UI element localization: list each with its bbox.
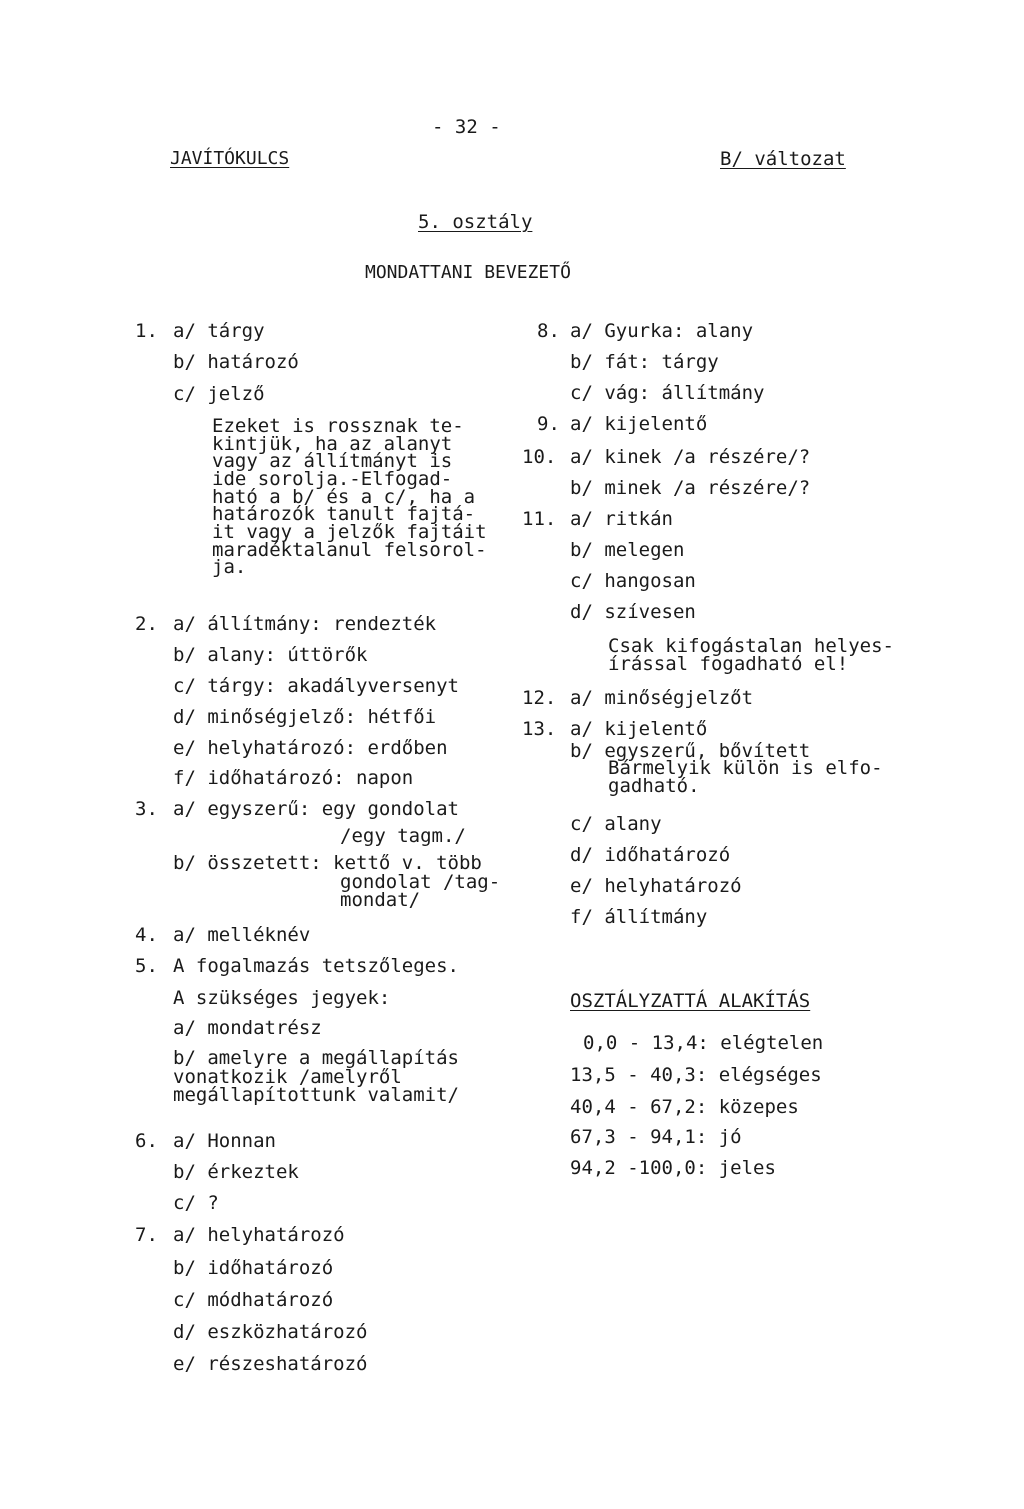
answer-line: a/ Honnan [173, 1130, 276, 1152]
grading-title: OSZTÁLYZATTÁ ALAKÍTÁS [570, 990, 811, 1012]
grading-row: 40,4 - 67,2: közepes [570, 1096, 799, 1118]
answer-line: c/ ? [173, 1192, 219, 1214]
answer-line: b/ egyszerű, bővített [570, 740, 811, 762]
answer-line: A fogalmazás tetszőleges. [173, 955, 459, 977]
answer-line: d/ eszközhatározó [173, 1321, 368, 1343]
answer-line: a/ kijelentő [570, 718, 708, 740]
answer-line: b/ érkeztek [173, 1161, 299, 1183]
page-number: - 32 - [432, 116, 501, 138]
grading-row: 0,0 - 13,4: elégtelen [583, 1032, 824, 1054]
question-number: 12. [522, 687, 557, 709]
question-number: 5. [135, 955, 158, 977]
scoring-note: Bármelyik külön is elfo- gadható. [608, 757, 883, 797]
answer-line: e/ helyhatározó [570, 875, 742, 897]
answer-continuation: gondolat /tag- mondat/ [340, 871, 501, 911]
answer-line: c/ vág: állítmány [570, 382, 765, 404]
scoring-note: Csak kifogástalan helyes- írással fogadható el! [608, 635, 894, 675]
answer-line: f/ állítmány [570, 906, 708, 928]
question-number: 10. [522, 446, 557, 468]
question-number: 4. [135, 924, 158, 946]
answer-line: d/ időhatározó [570, 844, 731, 866]
answer-line: d/ szívesen [570, 601, 696, 623]
answer-line: a/ melléknév [173, 924, 311, 946]
answer-line: a/ tárgy [173, 320, 265, 342]
answer-line: a/ Gyurka: alany [570, 320, 754, 342]
answer-line: a/ helyhatározó [173, 1224, 345, 1246]
answer-line: c/ módhatározó [173, 1289, 334, 1311]
question-number: 3. [135, 798, 158, 820]
answer-line: A szükséges jegyek: [173, 987, 391, 1009]
question-number: 13. [522, 718, 557, 740]
answer-line: c/ hangosan [570, 570, 696, 592]
answer-line: a/ kinek /a részére/? [570, 446, 811, 468]
grading-row: 13,5 - 40,3: elégséges [570, 1064, 822, 1086]
grading-row: 67,3 - 94,1: jó [570, 1126, 742, 1148]
answer-line: e/ helyhatározó: erdőben [173, 737, 448, 759]
grading-row: 94,2 -100,0: jeles [570, 1157, 776, 1179]
answer-line: a/ állítmány: rendezték [173, 613, 437, 635]
answer-line: b/ összetett: kettő v. több [173, 852, 482, 874]
scoring-note: Ezeket is rossznak te- kintjük, ha az alanyt vagy az állítmányt is ide sorolja.-Elfogad- ható a b/ és a c/, ha a határozók tanult fajtá- it vagy a jelzők fajtáit maradéktalanul felsorol- ja. [212, 415, 487, 579]
answer-line: f/ időhatározó: napon [173, 767, 414, 789]
answer-line: d/ minőségjelző: hétfői [173, 706, 437, 728]
question-number: 6. [135, 1130, 158, 1152]
question-number: 11. [522, 508, 557, 530]
answer-line: a/ egyszerű: egy gondolat [173, 798, 459, 820]
answer-key-label: JAVÍTÓKULCS [170, 148, 290, 169]
answer-line: b/ alany: úttörők [173, 644, 368, 666]
answer-line: a/ mondatrész [173, 1017, 322, 1039]
section-title: MONDATTANI BEVEZETŐ [365, 262, 571, 283]
question-number: 2. [135, 613, 158, 635]
answer-line: b/ amelyre a megállapítás vonatkozik /amelyről megállapítottunk valamit/ [173, 1047, 459, 1107]
class-title: 5. osztály [418, 211, 533, 233]
answer-line: b/ fát: tárgy [570, 351, 719, 373]
answer-line: a/ kijelentő [570, 413, 708, 435]
answer-line: a/ ritkán [570, 508, 673, 530]
answer-line: c/ alany [570, 813, 662, 835]
answer-line: b/ időhatározó [173, 1257, 334, 1279]
question-number: 7. [135, 1224, 158, 1246]
answer-line: c/ tárgy: akadályversenyt [173, 675, 459, 697]
answer-line: c/ jelző [173, 383, 265, 405]
question-number: 1. [135, 320, 158, 342]
answer-line: a/ minőségjelzőt [570, 687, 754, 709]
answer-continuation: /egy tagm./ [340, 825, 466, 847]
answer-line: e/ részeshatározó [173, 1353, 368, 1375]
question-number: 9. [537, 413, 560, 435]
answer-line: b/ határozó [173, 351, 299, 373]
answer-line: b/ melegen [570, 539, 685, 561]
question-number: 8. [537, 320, 560, 342]
version-label: B/ változat [720, 148, 846, 170]
answer-line: b/ minek /a részére/? [570, 477, 811, 499]
